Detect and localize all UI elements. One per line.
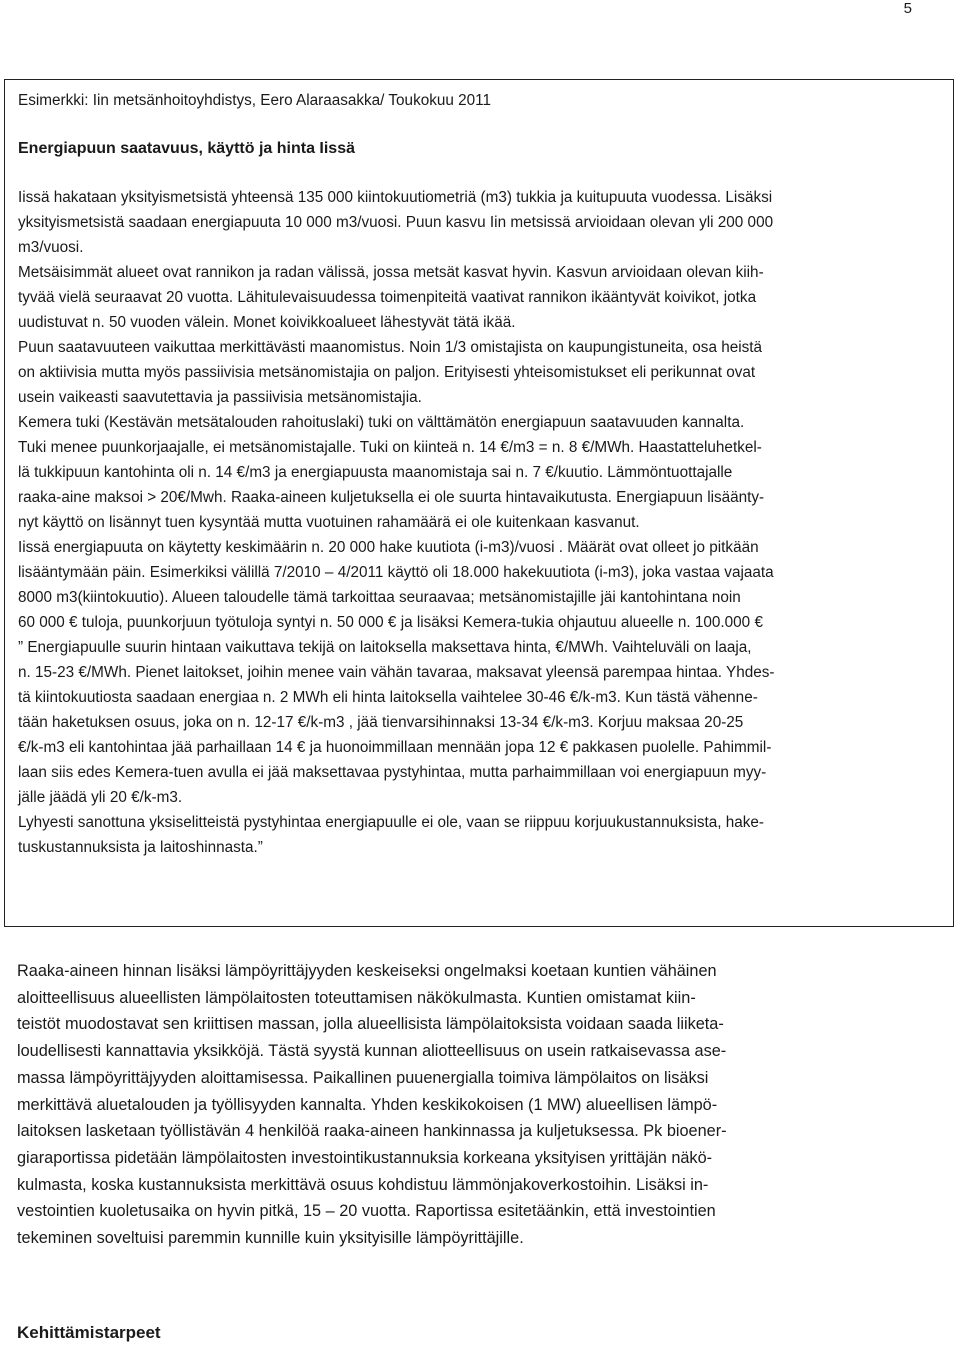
- example-line: usein vaikeasti saavutettavia ja passiivisia metsänomistajia.: [18, 389, 422, 406]
- example-line: lä tukkipuun kantohinta oli n. 14 €/m3 ja energiapuusta maanomistaja sai n. 7 €/kuutio. Lämmöntuottajalle: [18, 464, 733, 481]
- paragraph-line: massa lämpöyrittäjyyden aloittamisessa. Paikallinen puuenergialla toimiva lämpölaitos on lisäksi: [17, 1068, 709, 1087]
- example-body: [18, 185, 929, 860]
- example-line: tään haketuksen osuus, joka on n. 12-17 €/k-m3 , jää tienvarsihinnaksi 13-34 €/k-m3. Korjuu maksaa 20-25: [18, 714, 744, 731]
- paragraph-line: vestointien kuoletusaika on hyvin pitkä, 15 – 20 vuotta. Raportissa esitetäänkin, että investointien: [17, 1202, 716, 1221]
- example-line: m3/vuosi.: [18, 239, 84, 256]
- paragraph-line: tekeminen soveltuisi paremmin kunnille kuin yksityisille lämpöyrittäjille.: [17, 1229, 524, 1248]
- example-line: €/k-m3 eli kantohintaa jää parhaillaan 14 € ja huonoimmillaan mennään jopa 12 € pakkasen puolelle. Pahimmil-: [18, 739, 772, 756]
- example-line: Iissä energiapuuta on käytetty keskimäärin n. 20 000 hake kuutiota (i-m3)/vuosi . Määrät ovat olleet jo pitkään: [18, 539, 759, 556]
- example-line: 8000 m3(kiintokuutio). Alueen taloudelle tämä tarkoittaa seuraavaa; metsänomistajille jäi kantohintana noin: [18, 589, 741, 606]
- main-paragraph: [17, 958, 937, 1252]
- example-line: laan siis edes Kemera-tuen avulla ei jää maksettavaa pystyhintaa, mutta parhaimmillaan voi energiapuun myy-: [18, 764, 767, 781]
- example-line: Lyhyesti sanottuna yksiselitteistä pystyhintaa energiapuulle ei ole, vaan se riippuu korjuukustannuksista, hake-: [18, 814, 765, 831]
- paragraph-line: giaraportissa pidetään lämpölaitosten investointikustannuksia korkeana yksityisen yrittäjän näkö-: [17, 1148, 713, 1167]
- example-line: Metsäisimmät alueet ovat rannikon ja radan välissä, jossa metsät kasvat hyvin. Kasvun arvioidaan olevan kiih-: [18, 264, 764, 281]
- example-line: uudistuvat n. 50 vuoden välein. Monet koivikkoalueet lähestyvät tätä ikää.: [18, 314, 516, 331]
- paragraph-line: merkittävä aluetalouden ja työllisyyden kannalta. Yhden keskikokoisen (1 MW) alueellisen lämpö-: [17, 1095, 718, 1114]
- example-line: Tuki menee puunkorjaajalle, ei metsänomistajalle. Tuki on kiinteä n. 14 €/m3 = n. 8 €/MWh. Haastatteluhetkel-: [18, 439, 762, 456]
- example-source-line: Esimerkki: Iin metsänhoitoyhdistys, Eero Alaraasakka/ Toukokuu 2011: [18, 92, 492, 109]
- example-box: [4, 79, 954, 927]
- paragraph-line: kulmasta, koska kustannuksista merkittävä osuus kohdistuu lämmönjakoverkostoihin. Lisäksi in-: [17, 1175, 709, 1194]
- example-heading: Energiapuun saatavuus, käyttö ja hinta Iissä: [18, 140, 355, 157]
- example-line: Kemera tuki (Kestävän metsätalouden rahoituslaki) tuki on välttämätön energiapuun saatavuuden kannalta.: [18, 414, 745, 431]
- example-line: n. 15-23 €/MWh. Pienet laitokset, joihin menee vain vähän tavaraa, maksavat yleensä parempaa hintaa. Yhdes-: [18, 664, 775, 681]
- example-line: tuskustannuksista ja laitoshinnasta.”: [18, 839, 263, 856]
- example-line: yksityismetsistä saadaan energiapuuta 10 000 m3/vuosi. Puun kasvu Iin metsissä arvioidaan olevan yli 200 000: [18, 214, 774, 231]
- example-line: nyt käyttö on lisännyt tuen kysyntää mutta vuotuinen rahamäärä ei ole kuitenkaan kasvanut.: [18, 514, 640, 531]
- example-line: lisääntymään päin. Esimerkiksi välillä 7/2010 – 4/2011 käyttö oli 18.000 hakekuutiota (i-m3), joka vastaa vajaata: [18, 564, 774, 581]
- example-line: ” Energiapuulle suurin hintaan vaikuttava tekijä on laitoksella maksettava hinta, €/MWh. Vaihteluväli on laaja,: [18, 639, 752, 656]
- example-line: jälle jäädä yli 20 €/k-m3.: [18, 789, 183, 806]
- example-line: Iissä hakataan yksityismetsistä yhteensä 135 000 kiintokuutiometriä (m3) tukkia ja kuitupuuta vuodessa. Lisäksi: [18, 189, 773, 206]
- page-number: 5: [903, 0, 912, 17]
- paragraph-line: Raaka-aineen hinnan lisäksi lämpöyrittäjyyden keskeiseksi ongelmaksi koetaan kuntien vähäinen: [17, 962, 717, 980]
- example-line: on aktiivisia mutta myös passiivisia metsänomistajia on paljon. Erityisesti yhteisomistukset eli perikunnat ovat: [18, 364, 756, 381]
- paragraph-line: aloitteellisuus alueellisten lämpölaitosten toteuttamisen näkökulmasta. Kuntien omistamat kiin-: [17, 988, 696, 1007]
- example-line: raaka-aine maksoi > 20€/Mwh. Raaka-aineen kuljetuksella ei ole suurta hintavaikutusta. Energiapuun lisäänty-: [18, 489, 765, 506]
- example-line: tä kiintokuutiosta saadaan energiaa n. 2 MWh eli hinta laitoksella vaihtelee 30-46 €/k-m3. Kun tästä vähenne-: [18, 689, 758, 706]
- paragraph-line: loudellisesti kannattavia yksikköjä. Tästä syystä kunnan aliotteellisuus on usein ratkaisevassa ase-: [17, 1042, 727, 1061]
- example-line: Puun saatavuuteen vaikuttaa merkittävästi maanomistus. Noin 1/3 omistajista on kaupungistuneita, osa heistä: [18, 339, 763, 356]
- example-line: 60 000 € tuloja, puunkorjuun työtuloja syntyi n. 50 000 € ja lisäksi Kemera-tukia ohjautuu alueelle n. 100.000 €: [18, 614, 763, 631]
- paragraph-line: teistöt muodostavat sen kriittisen massan, jolla alueellisista lämpölaitoksista voidaan saada liiketa-: [17, 1015, 724, 1034]
- paragraph-line: laitoksen lasketaan työllistävän 4 henkilöä raaka-aineen hankinnassa ja kuljetuksessa. Pk bioener-: [17, 1122, 727, 1141]
- section-heading: Kehittämistarpeet: [17, 1323, 161, 1342]
- example-line: tyvää vielä seuraavat 20 vuotta. Lähitulevaisuudessa toimenpiteitä vaativat rannikon ikääntyvät koivikot, jotka: [18, 289, 757, 306]
